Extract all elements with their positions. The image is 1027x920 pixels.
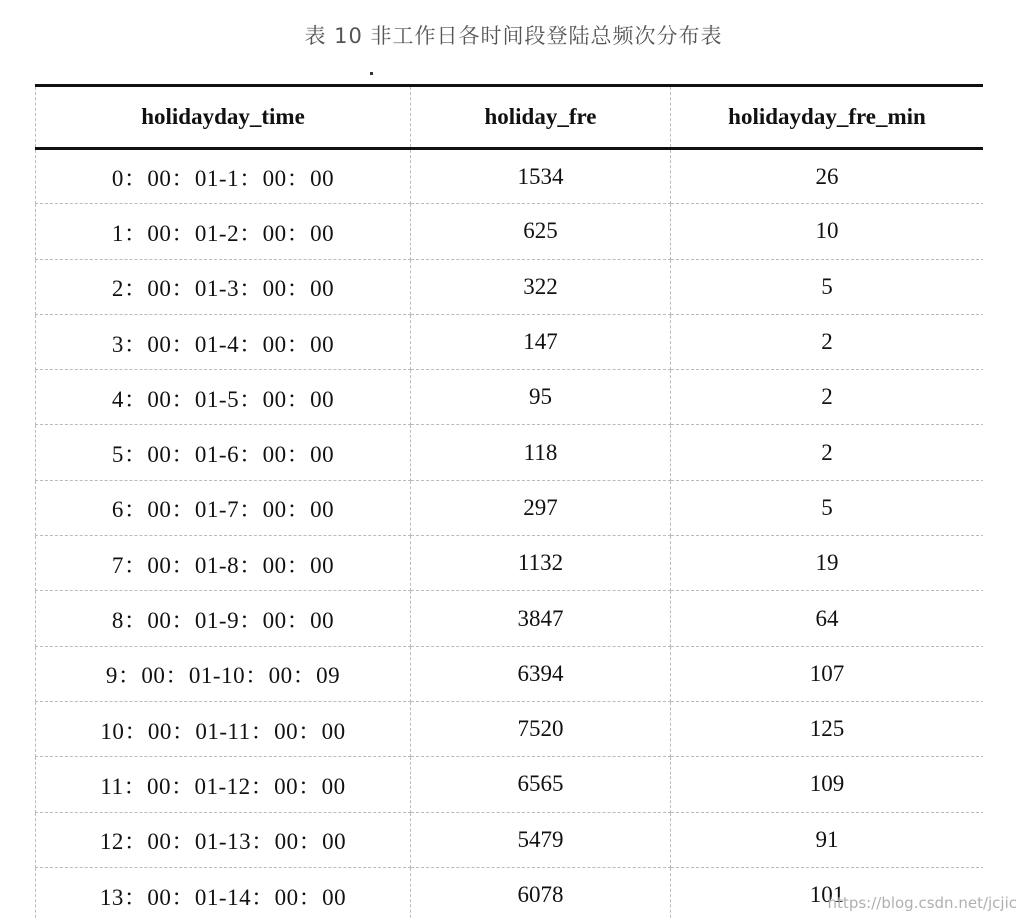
cell-fre-min: 107 (671, 646, 984, 701)
cell-fre-min: 101 (671, 867, 984, 920)
cell-fre-min: 2 (671, 314, 984, 369)
cell-fre: 1132 (411, 536, 671, 591)
cell-fre: 625 (411, 204, 671, 259)
cell-time: 13：00：01-14：00：00 (36, 867, 411, 920)
cell-time: 4：00：01-5：00：00 (36, 370, 411, 425)
header-holiday-fre: holiday_fre (411, 86, 671, 149)
header-holidayday-time: holidayday_time (36, 86, 411, 149)
table-caption: 表 10 非工作日各时间段登陆总频次分布表 (304, 24, 723, 48)
cell-fre-min: 5 (671, 480, 984, 535)
table-row (36, 370, 984, 425)
cell-fre-min: 2 (671, 425, 984, 480)
cell-fre-min: 2 (671, 370, 984, 425)
table-row (36, 480, 984, 535)
cell-fre: 5479 (411, 812, 671, 867)
cell-time: 2：00：01-3：00：00 (36, 259, 411, 314)
cell-fre: 3847 (411, 591, 671, 646)
table-row (36, 149, 984, 204)
table-row (36, 425, 984, 480)
cell-time: 12：00：01-13：00：00 (36, 812, 411, 867)
cell-time: 0：00：01-1：00：00 (36, 149, 411, 204)
cell-fre: 1534 (411, 149, 671, 204)
table-row (36, 812, 984, 867)
table-row (36, 314, 984, 369)
cell-fre-min: 109 (671, 757, 984, 812)
table-row (36, 646, 984, 701)
cell-time: 1：00：01-2：00：00 (36, 204, 411, 259)
cell-fre: 95 (411, 370, 671, 425)
table-header-row (36, 86, 984, 149)
cell-time: 7：00：01-8：00：00 (36, 536, 411, 591)
cell-fre: 118 (411, 425, 671, 480)
cell-time: 10：00：01-11：00：00 (36, 701, 411, 756)
cell-time: 5：00：01-6：00：00 (36, 425, 411, 480)
stray-mark (370, 72, 373, 75)
header-holidayday-fre-min: holidayday_fre_min (671, 86, 984, 149)
cell-fre-min: 91 (671, 812, 984, 867)
cell-fre: 147 (411, 314, 671, 369)
table-row (36, 591, 984, 646)
cell-fre: 322 (411, 259, 671, 314)
cell-fre: 297 (411, 480, 671, 535)
cell-fre-min: 19 (671, 536, 984, 591)
cell-fre: 6394 (411, 646, 671, 701)
cell-fre-min: 5 (671, 259, 984, 314)
cell-fre-min: 26 (671, 149, 984, 204)
table-row (36, 259, 984, 314)
cell-fre: 6565 (411, 757, 671, 812)
cell-time: 6：00：01-7：00：00 (36, 480, 411, 535)
table-body (36, 149, 984, 920)
frequency-table (35, 84, 983, 920)
table-row (36, 701, 984, 756)
cell-fre-min: 64 (671, 591, 984, 646)
table-row (36, 757, 984, 812)
table-container (35, 84, 983, 920)
cell-fre-min: 125 (671, 701, 984, 756)
cell-time: 8：00：01-9：00：00 (36, 591, 411, 646)
table-row (36, 204, 984, 259)
cell-fre: 7520 (411, 701, 671, 756)
watermark-url: https://blog.csdn.net/jcjic (827, 894, 1017, 912)
table-row (36, 536, 984, 591)
cell-time: 11：00：01-12：00：00 (36, 757, 411, 812)
cell-time: 9：00：01-10：00：09 (36, 646, 411, 701)
cell-fre: 6078 (411, 867, 671, 920)
cell-fre-min: 10 (671, 204, 984, 259)
cell-time: 3：00：01-4：00：00 (36, 314, 411, 369)
